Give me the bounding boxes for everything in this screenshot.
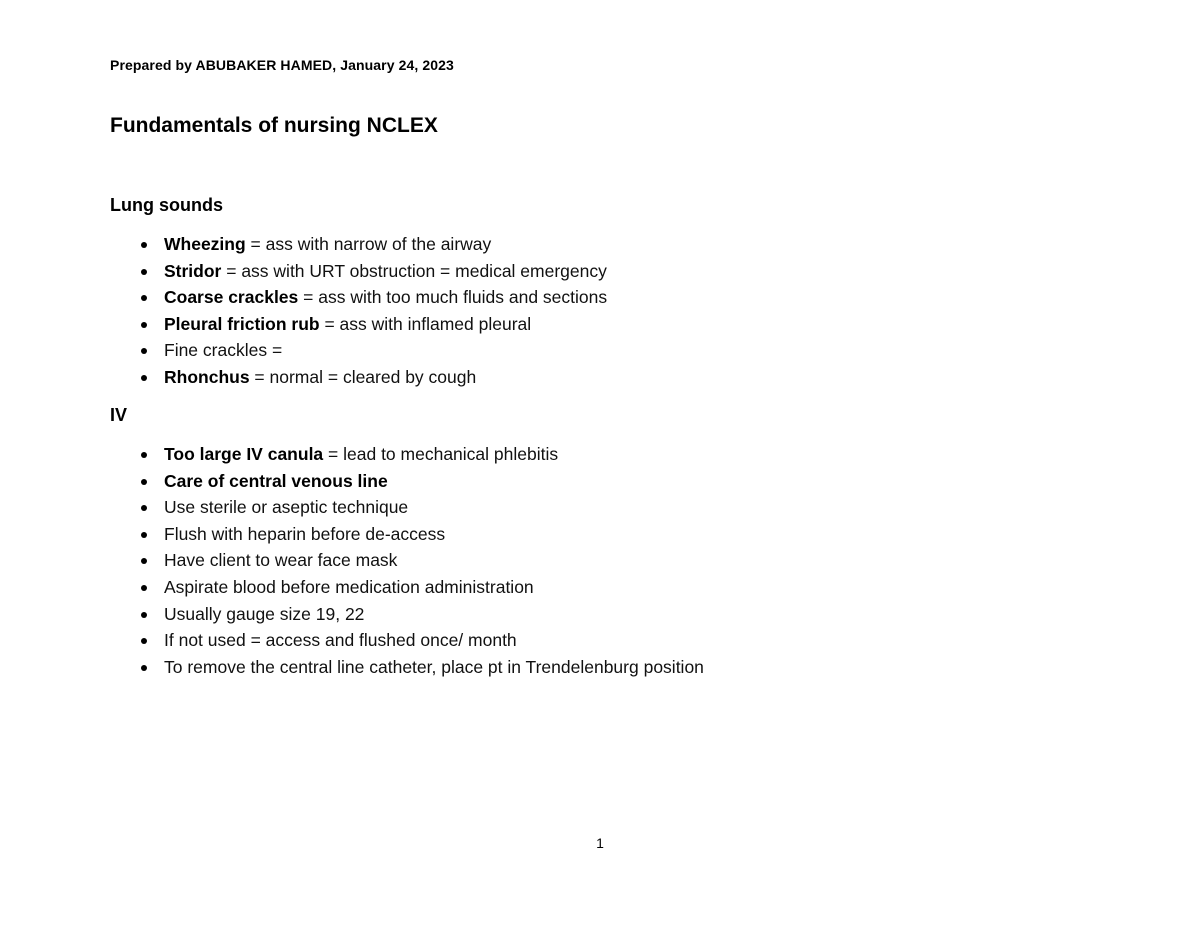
list-item-term: Too large IV canula (164, 444, 324, 464)
bullet-icon (141, 585, 147, 591)
list-item-text: Fine crackles = (164, 340, 283, 361)
list-item-term: Rhonchus (164, 366, 250, 387)
list-item-term: Pleural friction rub (164, 313, 320, 334)
list-item (110, 231, 1090, 258)
bullet-icon (141, 558, 147, 564)
bullet-icon (141, 269, 147, 275)
list-item (110, 284, 1090, 311)
section-heading-iv: IV (110, 405, 128, 425)
iv-list (110, 441, 1090, 680)
list-item-term: Coarse crackles (164, 287, 299, 308)
list-item (110, 441, 1090, 468)
bullet-icon (141, 348, 147, 354)
list-item (110, 521, 1090, 548)
bullet-icon (141, 612, 147, 618)
bullet-icon (141, 375, 147, 381)
list-item (110, 468, 1090, 495)
list-item (110, 601, 1090, 628)
list-item-text: If not used = access and flushed once/ month (164, 630, 517, 651)
list-item-text: Aspirate blood before medication administration (164, 576, 534, 597)
bullet-icon (141, 452, 147, 458)
bullet-icon (141, 322, 147, 328)
list-item-term: Wheezing (164, 234, 246, 254)
list-item (110, 311, 1090, 338)
list-item-text: = ass with too much fluids and sections (298, 287, 608, 308)
list-item-text: Flush with heparin before de-access (164, 523, 446, 544)
section-heading-lung-sounds: Lung sounds (110, 195, 223, 215)
list-item-term: Stridor (164, 260, 222, 281)
list-item (110, 364, 1090, 391)
section-lung-sounds (110, 193, 1090, 391)
bullet-icon (141, 505, 147, 511)
list-item (110, 654, 1090, 681)
list-item-text: = ass with narrow of the airway (245, 234, 492, 254)
list-item-text: Have client to wear face mask (164, 550, 398, 571)
lung-sounds-list (110, 231, 1090, 391)
list-item-text: = ass with URT obstruction = medical emergency (221, 260, 607, 281)
list-item-text: = lead to mechanical phlebitis (323, 444, 559, 464)
prepared-by-line: Prepared by ABUBAKER HAMED, January 24, 2023 (110, 57, 454, 73)
bullet-icon (141, 665, 147, 671)
list-item (110, 574, 1090, 601)
section-iv (110, 403, 1090, 680)
list-item-text: = ass with inflamed pleural (319, 313, 532, 334)
bullet-icon (141, 479, 147, 485)
bullet-icon (141, 532, 147, 538)
list-item-text: To remove the central line catheter, place pt in Trendelenburg position (164, 656, 704, 677)
list-item (110, 337, 1090, 364)
bullet-icon (141, 638, 147, 644)
bullet-icon (141, 242, 147, 248)
bullet-icon (141, 295, 147, 301)
list-item (110, 258, 1090, 285)
list-item-term: Care of central venous line (164, 470, 388, 491)
list-item (110, 494, 1090, 521)
list-item-text: Usually gauge size 19, 22 (164, 603, 365, 624)
list-item-text: Use sterile or aseptic technique (164, 497, 409, 518)
document-title: Fundamentals of nursing NCLEX (110, 114, 438, 137)
page-number: 1 (596, 835, 604, 851)
list-item-text: = normal = cleared by cough (249, 366, 477, 387)
list-item (110, 547, 1090, 574)
page-content (110, 56, 1090, 677)
list-item (110, 627, 1090, 654)
